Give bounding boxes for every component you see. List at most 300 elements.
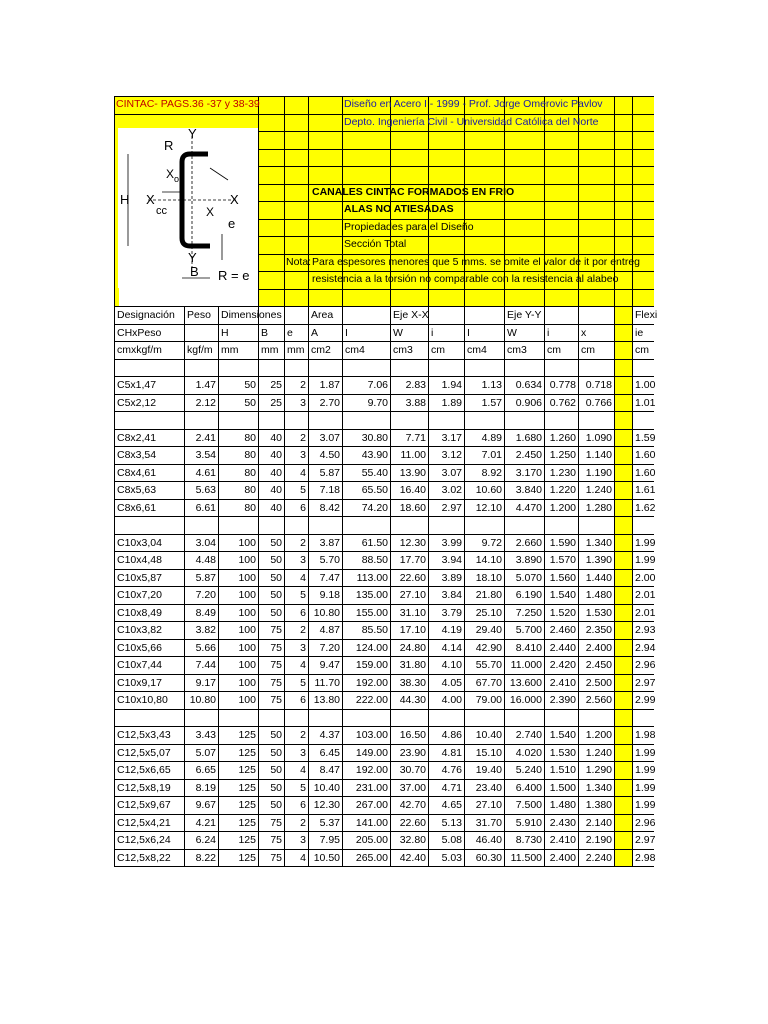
table-header-row-cell: i bbox=[544, 324, 578, 342]
table-header-row-cell: mm bbox=[218, 341, 258, 359]
table-row-cell bbox=[614, 849, 632, 867]
table-row-cell: 2 bbox=[284, 726, 308, 744]
table-header-row-cell bbox=[464, 306, 504, 324]
table-header-row-cell: CHxPeso bbox=[114, 324, 184, 342]
table-row-cell: 1.98 bbox=[632, 726, 654, 744]
table-row-cell: 4.020 bbox=[504, 744, 544, 762]
table-row-cell: 125 bbox=[218, 779, 258, 797]
header-grid-cell bbox=[504, 131, 544, 149]
header-grid-cell bbox=[614, 289, 632, 307]
table-row-cell: C10x3,04 bbox=[114, 534, 184, 552]
header-grid-cell bbox=[428, 131, 464, 149]
table-row-cell: 1.240 bbox=[578, 744, 614, 762]
table-row-cell: 15.10 bbox=[464, 744, 504, 762]
table-row-cell: 1.60 bbox=[632, 446, 654, 464]
table-row-cell: 1.190 bbox=[578, 464, 614, 482]
header-grid-cell bbox=[544, 236, 578, 254]
table-header-row-cell bbox=[342, 306, 390, 324]
table-header-row-cell bbox=[614, 341, 632, 359]
table-row-cell bbox=[614, 744, 632, 762]
table-row-cell: 37.00 bbox=[390, 779, 428, 797]
table-header-row-cell bbox=[428, 306, 464, 324]
header-grid-cell bbox=[308, 166, 342, 184]
table-row-cell: 50 bbox=[258, 604, 284, 622]
table-row-cell: 1.340 bbox=[578, 779, 614, 797]
table-row-cell: 4.71 bbox=[428, 779, 464, 797]
diagram-label-h: H bbox=[120, 192, 130, 207]
header-grid-cell bbox=[390, 289, 428, 307]
table-row-cell: 75 bbox=[258, 691, 284, 709]
spacer-row-cell bbox=[114, 516, 184, 534]
table-row-cell: 75 bbox=[258, 656, 284, 674]
course-title: Diseño en Acero I - 1999 - Prof. Jorge Omerovic Pavlov bbox=[344, 98, 603, 110]
table-row-cell: 3.89 bbox=[428, 569, 464, 587]
header-grid-cell bbox=[284, 271, 308, 289]
source-reference: CINTAC- PAGS.36 -37 y 38-39 bbox=[116, 98, 260, 110]
table-row-cell: 6.45 bbox=[308, 744, 342, 762]
table-row-cell: 3.88 bbox=[390, 394, 428, 412]
table-row-cell bbox=[614, 376, 632, 394]
table-row-cell: C8x6,61 bbox=[114, 499, 184, 517]
header-grid-cell bbox=[284, 114, 308, 132]
table-row-cell bbox=[614, 604, 632, 622]
table-row-cell: 23.90 bbox=[390, 744, 428, 762]
header-grid-cell bbox=[258, 184, 284, 202]
table-row-cell: 2 bbox=[284, 429, 308, 447]
table-row-cell: 7.47 bbox=[308, 569, 342, 587]
header-grid-cell bbox=[284, 96, 308, 114]
header-grid-cell bbox=[284, 219, 308, 237]
header-grid-cell bbox=[258, 289, 284, 307]
table-row-cell: 9.70 bbox=[342, 394, 390, 412]
header-grid-cell bbox=[284, 149, 308, 167]
table-row-cell: 4.10 bbox=[428, 656, 464, 674]
table-row-cell: 60.30 bbox=[464, 849, 504, 867]
table-row-cell bbox=[614, 481, 632, 499]
table-row-cell: 231.00 bbox=[342, 779, 390, 797]
table-row-cell: 40 bbox=[258, 429, 284, 447]
table-row-cell: 1.680 bbox=[504, 429, 544, 447]
table-row-cell: 4.14 bbox=[428, 639, 464, 657]
table-row-cell: 2.93 bbox=[632, 621, 654, 639]
table-row-cell: 1.99 bbox=[632, 551, 654, 569]
spacer-row-cell bbox=[342, 411, 390, 429]
table-row-cell: 22.60 bbox=[390, 814, 428, 832]
table-row-cell: 10.60 bbox=[464, 481, 504, 499]
table-row-cell: 6.400 bbox=[504, 779, 544, 797]
table-row-cell: 7.250 bbox=[504, 604, 544, 622]
spacer-row-cell bbox=[464, 359, 504, 377]
table-row-cell: 159.00 bbox=[342, 656, 390, 674]
spacer-row-cell bbox=[614, 359, 632, 377]
table-row-cell: 23.40 bbox=[464, 779, 504, 797]
table-row-cell: 8.730 bbox=[504, 831, 544, 849]
table-row-cell: 65.50 bbox=[342, 481, 390, 499]
table-row-cell: 80 bbox=[218, 499, 258, 517]
table-row-cell: 1.570 bbox=[544, 551, 578, 569]
table-row-cell: 5.13 bbox=[428, 814, 464, 832]
table-row-cell: 1.480 bbox=[544, 796, 578, 814]
table-row-cell: 5.700 bbox=[504, 621, 544, 639]
spacer-row-cell bbox=[614, 411, 632, 429]
header-grid-cell bbox=[578, 236, 614, 254]
table-row-cell: 2.190 bbox=[578, 831, 614, 849]
header-grid-cell bbox=[632, 184, 654, 202]
table-row-cell: 32.80 bbox=[390, 831, 428, 849]
table-header-row-cell: i bbox=[428, 324, 464, 342]
table-row-cell: C12,5x8,22 bbox=[114, 849, 184, 867]
header-grid-cell bbox=[544, 131, 578, 149]
table-row-cell: 1.99 bbox=[632, 796, 654, 814]
table-header-row-cell: cm3 bbox=[504, 341, 544, 359]
table-header-row-cell: cmxkgf/m bbox=[114, 341, 184, 359]
table-row-cell: 125 bbox=[218, 849, 258, 867]
table-row-cell: 3.87 bbox=[308, 534, 342, 552]
table-row-cell: 46.40 bbox=[464, 831, 504, 849]
table-row-cell: 18.10 bbox=[464, 569, 504, 587]
table-row-cell: 113.00 bbox=[342, 569, 390, 587]
header-grid-cell bbox=[464, 289, 504, 307]
diagram-label-x0-sub: o bbox=[174, 174, 180, 184]
table-row-cell: 11.00 bbox=[390, 446, 428, 464]
table-row-cell: C5x1,47 bbox=[114, 376, 184, 394]
table-row-cell: 1.480 bbox=[578, 586, 614, 604]
diagram-label-x0: X bbox=[166, 167, 175, 181]
table-row-cell: 1.260 bbox=[544, 429, 578, 447]
table-row-cell: 2.83 bbox=[390, 376, 428, 394]
table-row-cell: 7.95 bbox=[308, 831, 342, 849]
table-row-cell: 0.906 bbox=[504, 394, 544, 412]
table-row-cell: 42.90 bbox=[464, 639, 504, 657]
table-row-cell: 6 bbox=[284, 796, 308, 814]
table-row-cell: 4 bbox=[284, 656, 308, 674]
table-header-row-cell: cm2 bbox=[308, 341, 342, 359]
diagram-label-x-right: X bbox=[230, 192, 239, 207]
table-row-cell bbox=[614, 796, 632, 814]
table-row-cell: 8.49 bbox=[184, 604, 218, 622]
header-grid-cell bbox=[614, 149, 632, 167]
table-row-cell: 1.13 bbox=[464, 376, 504, 394]
table-header-row-cell: Designación bbox=[114, 306, 184, 324]
spacer-row-cell bbox=[258, 709, 284, 727]
table-row-cell: 1.280 bbox=[578, 499, 614, 517]
table-row-cell: 2.41 bbox=[184, 429, 218, 447]
table-row-cell: 6.24 bbox=[184, 831, 218, 849]
table-row-cell: 2.390 bbox=[544, 691, 578, 709]
table-row-cell: 125 bbox=[218, 814, 258, 832]
table-row-cell: 2.660 bbox=[504, 534, 544, 552]
header-grid-cell bbox=[544, 219, 578, 237]
table-row-cell: 100 bbox=[218, 586, 258, 604]
table-row-cell: 8.42 bbox=[308, 499, 342, 517]
table-row-cell: 100 bbox=[218, 604, 258, 622]
header-grid-cell bbox=[578, 131, 614, 149]
spacer-row-cell bbox=[342, 516, 390, 534]
header-grid-cell bbox=[578, 149, 614, 167]
table-row-cell: 50 bbox=[258, 761, 284, 779]
table-row-cell: C12,5x6,24 bbox=[114, 831, 184, 849]
table-row-cell: 0.718 bbox=[578, 376, 614, 394]
table-row-cell: 1.200 bbox=[544, 499, 578, 517]
spacer-row-cell bbox=[284, 411, 308, 429]
table-row-cell: 22.60 bbox=[390, 569, 428, 587]
table-row-cell: 9.17 bbox=[184, 674, 218, 692]
table-row-cell bbox=[614, 429, 632, 447]
spacer-row-cell bbox=[578, 516, 614, 534]
table-row-cell: 25.10 bbox=[464, 604, 504, 622]
table-header-row-cell: H bbox=[218, 324, 258, 342]
table-row-cell: 50 bbox=[258, 796, 284, 814]
table-row-cell: 0.778 bbox=[544, 376, 578, 394]
table-row-cell: 6 bbox=[284, 691, 308, 709]
table-row-cell: 4.19 bbox=[428, 621, 464, 639]
table-row-cell: 6.65 bbox=[184, 761, 218, 779]
table-row-cell: 80 bbox=[218, 446, 258, 464]
spacer-row-cell bbox=[342, 359, 390, 377]
header-grid-cell bbox=[614, 201, 632, 219]
header-grid-cell bbox=[114, 289, 119, 307]
header-grid-cell bbox=[258, 114, 284, 132]
table-row-cell: 3.02 bbox=[428, 481, 464, 499]
table-row-cell: C5x2,12 bbox=[114, 394, 184, 412]
spacer-row-cell bbox=[390, 516, 428, 534]
table-row-cell: 55.70 bbox=[464, 656, 504, 674]
header-grid-cell bbox=[578, 289, 614, 307]
spacer-row-cell bbox=[390, 709, 428, 727]
header-grid-cell bbox=[464, 166, 504, 184]
table-row-cell: 50 bbox=[258, 586, 284, 604]
table-row-cell: 16.000 bbox=[504, 691, 544, 709]
table-row-cell: 55.40 bbox=[342, 464, 390, 482]
table-row-cell: 7.01 bbox=[464, 446, 504, 464]
header-grid-cell bbox=[308, 131, 342, 149]
note-line-2: resistencia a la torsión no comparable con la resistencia al alabeo bbox=[312, 273, 619, 285]
table-row-cell: 11.500 bbox=[504, 849, 544, 867]
table-header-row-cell bbox=[184, 324, 218, 342]
table-row-cell: 5.910 bbox=[504, 814, 544, 832]
table-row-cell: 4.48 bbox=[184, 551, 218, 569]
table-header-row-cell: Flexi bbox=[632, 306, 654, 324]
spacer-row-cell bbox=[544, 709, 578, 727]
header-grid-cell bbox=[614, 236, 632, 254]
table-header-row-cell: Peso bbox=[184, 306, 218, 324]
table-row-cell: 11.000 bbox=[504, 656, 544, 674]
table-row-cell: 149.00 bbox=[342, 744, 390, 762]
table-row-cell: 9.18 bbox=[308, 586, 342, 604]
spacer-row-cell bbox=[544, 359, 578, 377]
table-row-cell: 7.44 bbox=[184, 656, 218, 674]
table-row-cell: 2.140 bbox=[578, 814, 614, 832]
header-grid-cell bbox=[258, 201, 284, 219]
table-row-cell: 75 bbox=[258, 849, 284, 867]
table-row-cell: C8x4,61 bbox=[114, 464, 184, 482]
table-row-cell: 1.00 bbox=[632, 376, 654, 394]
table-row-cell: 74.20 bbox=[342, 499, 390, 517]
table-row-cell: 4.21 bbox=[184, 814, 218, 832]
table-row-cell: 1.500 bbox=[544, 779, 578, 797]
table-row-cell: 103.00 bbox=[342, 726, 390, 744]
table-row-cell: C10x7,20 bbox=[114, 586, 184, 604]
table-row-cell: 1.99 bbox=[632, 779, 654, 797]
table-row-cell: 4.61 bbox=[184, 464, 218, 482]
spacer-row-cell bbox=[464, 516, 504, 534]
table-row-cell: 5.70 bbox=[308, 551, 342, 569]
table-row-cell: 88.50 bbox=[342, 551, 390, 569]
table-row-cell: 1.530 bbox=[544, 744, 578, 762]
header-grid-cell bbox=[544, 149, 578, 167]
table-row-cell: 5.08 bbox=[428, 831, 464, 849]
table-row-cell: 0.634 bbox=[504, 376, 544, 394]
table-row-cell bbox=[614, 621, 632, 639]
table-row-cell: 1.440 bbox=[578, 569, 614, 587]
table-row-cell: 1.380 bbox=[578, 796, 614, 814]
header-grid-cell bbox=[342, 166, 390, 184]
header-grid-cell bbox=[614, 131, 632, 149]
table-row-cell: 8.92 bbox=[464, 464, 504, 482]
table-row-cell: 2.400 bbox=[544, 849, 578, 867]
header-grid-cell bbox=[632, 149, 654, 167]
table-row-cell: 1.590 bbox=[544, 534, 578, 552]
table-row-cell: 2.740 bbox=[504, 726, 544, 744]
channel-profile-diagram bbox=[118, 128, 258, 288]
spacer-row-cell bbox=[544, 516, 578, 534]
spacer-row-cell bbox=[308, 709, 342, 727]
table-row-cell: 8.19 bbox=[184, 779, 218, 797]
table-row-cell: 50 bbox=[218, 394, 258, 412]
table-row-cell bbox=[614, 499, 632, 517]
table-row-cell: 100 bbox=[218, 674, 258, 692]
table-row-cell bbox=[614, 446, 632, 464]
spacer-row-cell bbox=[184, 709, 218, 727]
table-row-cell: 5.240 bbox=[504, 761, 544, 779]
table-row-cell: 2.96 bbox=[632, 656, 654, 674]
table-header-row-cell: Dimensiones bbox=[218, 306, 258, 324]
spacer-row-cell bbox=[114, 709, 184, 727]
header-grid-cell bbox=[578, 166, 614, 184]
header-grid-cell bbox=[258, 219, 284, 237]
header-grid-cell bbox=[464, 131, 504, 149]
table-row-cell: 1.510 bbox=[544, 761, 578, 779]
table-row-cell: 2.97 bbox=[428, 499, 464, 517]
table-subtitle: ALAS NO ATIESADAS bbox=[344, 203, 454, 215]
diagram-label-r-equals-e: R = e bbox=[218, 268, 250, 283]
table-row-cell: 40 bbox=[258, 446, 284, 464]
spacer-row-cell bbox=[184, 359, 218, 377]
table-row-cell bbox=[614, 691, 632, 709]
table-row-cell: 31.80 bbox=[390, 656, 428, 674]
table-row-cell: 3.43 bbox=[184, 726, 218, 744]
table-row-cell bbox=[614, 586, 632, 604]
table-row-cell: 67.70 bbox=[464, 674, 504, 692]
table-row-cell: C10x5,66 bbox=[114, 639, 184, 657]
table-header-row-cell: cm bbox=[632, 341, 654, 359]
table-row-cell: 124.00 bbox=[342, 639, 390, 657]
header-grid-cell bbox=[544, 289, 578, 307]
table-row-cell bbox=[614, 779, 632, 797]
table-row-cell: 3.17 bbox=[428, 429, 464, 447]
table-row-cell: 3.84 bbox=[428, 586, 464, 604]
table-row-cell: C10x5,87 bbox=[114, 569, 184, 587]
table-row-cell: 1.47 bbox=[184, 376, 218, 394]
header-grid-cell bbox=[258, 254, 284, 272]
table-row-cell: 1.540 bbox=[544, 586, 578, 604]
table-row-cell: 50 bbox=[258, 779, 284, 797]
table-header-row-cell: W bbox=[504, 324, 544, 342]
table-row-cell: C10x3,82 bbox=[114, 621, 184, 639]
table-row-cell bbox=[614, 534, 632, 552]
table-row-cell: 4.76 bbox=[428, 761, 464, 779]
table-header-row-cell bbox=[614, 324, 632, 342]
table-row-cell: 10.80 bbox=[184, 691, 218, 709]
spacer-row-cell bbox=[184, 516, 218, 534]
table-row-cell: 13.90 bbox=[390, 464, 428, 482]
table-row-cell: 100 bbox=[218, 621, 258, 639]
table-row-cell: 12.30 bbox=[308, 796, 342, 814]
table-row-cell: 2.97 bbox=[632, 831, 654, 849]
table-header-row-cell: e bbox=[284, 324, 308, 342]
table-row-cell: 2.70 bbox=[308, 394, 342, 412]
table-row-cell: 4 bbox=[284, 569, 308, 587]
spacer-row-cell bbox=[464, 709, 504, 727]
diagram-label-r: R bbox=[164, 138, 174, 153]
table-row-cell: 42.40 bbox=[390, 849, 428, 867]
table-header-row-cell: Area bbox=[308, 306, 342, 324]
table-row-cell: 3.07 bbox=[308, 429, 342, 447]
table-row-cell: 10.40 bbox=[308, 779, 342, 797]
spacer-row-cell bbox=[258, 411, 284, 429]
table-row-cell: 5.07 bbox=[184, 744, 218, 762]
table-row-cell: 75 bbox=[258, 831, 284, 849]
diagram-label-y-top: Y bbox=[188, 126, 197, 141]
table-row-cell: 30.80 bbox=[342, 429, 390, 447]
table-header-row-cell: cm bbox=[544, 341, 578, 359]
table-row-cell: 2.500 bbox=[578, 674, 614, 692]
table-header-row-cell bbox=[284, 306, 308, 324]
table-row-cell: 10.50 bbox=[308, 849, 342, 867]
table-row-cell: 2.450 bbox=[578, 656, 614, 674]
table-row-cell: 1.540 bbox=[544, 726, 578, 744]
spacer-row-cell bbox=[578, 411, 614, 429]
spacer-row-cell bbox=[308, 359, 342, 377]
spacer-row-cell bbox=[342, 709, 390, 727]
table-row-cell: 141.00 bbox=[342, 814, 390, 832]
header-grid-cell bbox=[428, 149, 464, 167]
table-row-cell: 7.71 bbox=[390, 429, 428, 447]
header-grid-cell bbox=[284, 166, 308, 184]
table-row-cell: C10x8,49 bbox=[114, 604, 184, 622]
table-row-cell: 24.80 bbox=[390, 639, 428, 657]
spacer-row-cell bbox=[614, 709, 632, 727]
table-row-cell: 3.94 bbox=[428, 551, 464, 569]
table-row-cell: 205.00 bbox=[342, 831, 390, 849]
table-row-cell: C10x9,17 bbox=[114, 674, 184, 692]
table-row-cell: 192.00 bbox=[342, 761, 390, 779]
spacer-row-cell bbox=[504, 359, 544, 377]
table-row-cell: C10x4,48 bbox=[114, 551, 184, 569]
table-header-row-cell: mm bbox=[258, 341, 284, 359]
table-row-cell: 5 bbox=[284, 481, 308, 499]
note-label: Nota: bbox=[286, 255, 312, 268]
table-row-cell: 2 bbox=[284, 621, 308, 639]
table-row-cell: 3.12 bbox=[428, 446, 464, 464]
table-row-cell: 3.04 bbox=[184, 534, 218, 552]
table-row-cell bbox=[614, 569, 632, 587]
table-row-cell: 1.200 bbox=[578, 726, 614, 744]
table-row-cell: 30.70 bbox=[390, 761, 428, 779]
table-header-row-cell: x bbox=[578, 324, 614, 342]
table-row-cell: 2.410 bbox=[544, 831, 578, 849]
header-grid-cell bbox=[308, 96, 342, 114]
